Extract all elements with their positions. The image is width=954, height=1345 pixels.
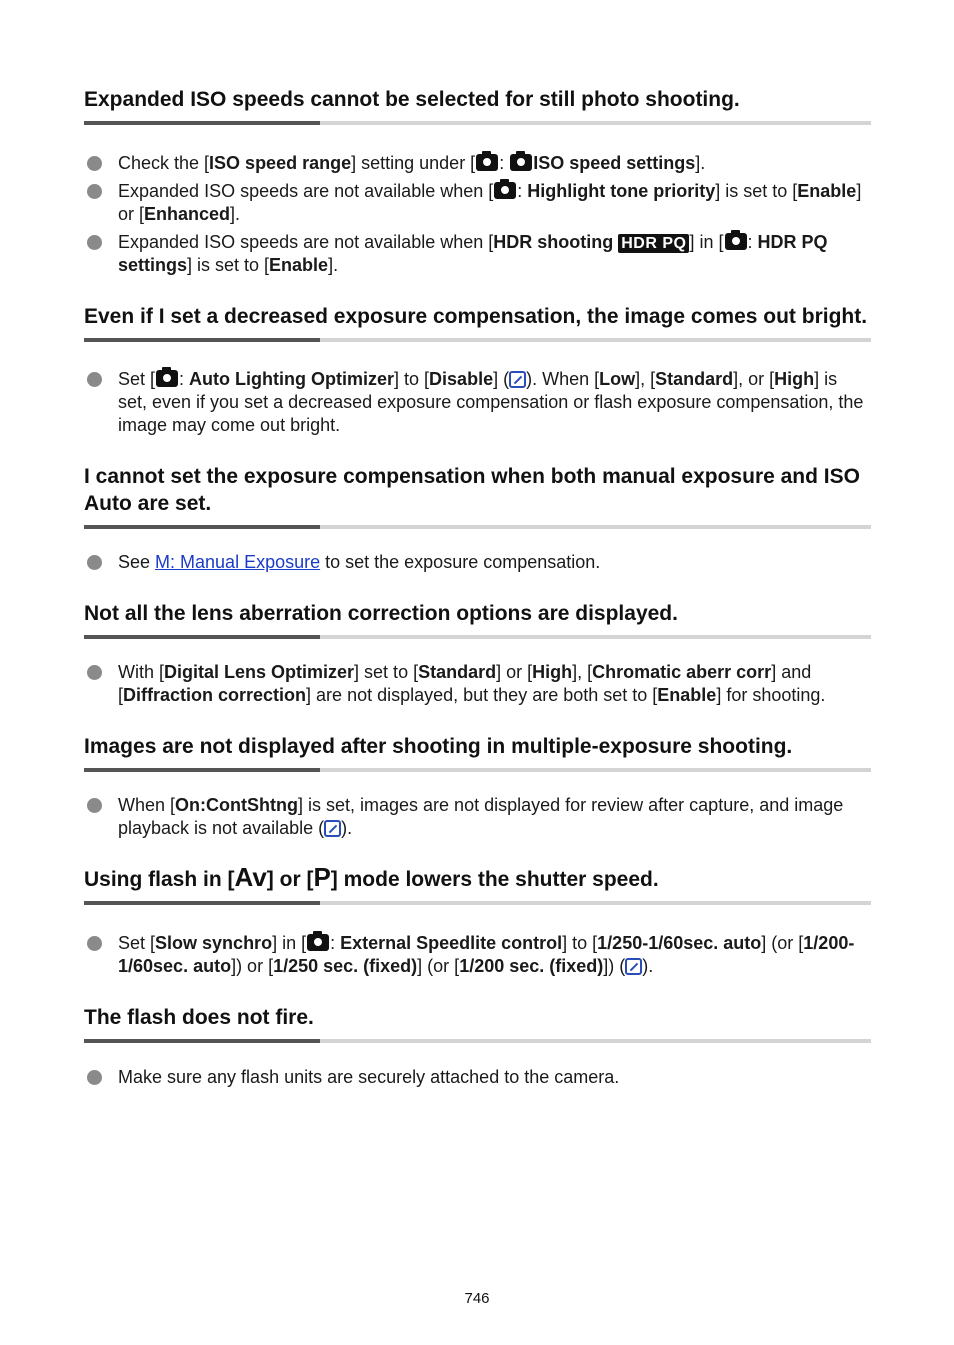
page-reference-icon[interactable] — [324, 820, 341, 837]
heading-rule — [84, 525, 871, 529]
manual-exposure-link[interactable]: M: Manual Exposure — [155, 552, 321, 572]
bullet-list — [84, 368, 871, 437]
camera-icon — [510, 154, 532, 171]
bullet-list — [84, 794, 871, 840]
list-item: Check the [ISO speed range] setting under [ : ISO speed settings]. — [84, 152, 871, 175]
section-heading: I cannot set the exposure compensation when both manual exposure and ISO Auto are set. — [84, 465, 860, 515]
section-multiple-exposure — [84, 733, 871, 840]
av-mode-icon: Av — [234, 862, 267, 892]
section-exposure-bright — [84, 303, 871, 437]
section-heading: Even if I set a decreased exposure compensation, the image comes out bright. — [84, 305, 868, 328]
page-reference-icon[interactable] — [509, 371, 526, 388]
p-mode-icon: P — [313, 862, 331, 892]
list-item: When [On:ContShtng] is set, images are not displayed for review after capture, and image playback is not available ( ). — [84, 794, 871, 840]
list-item: See M: Manual Exposure to set the exposure compensation. — [84, 551, 871, 574]
section-lens-aberration — [84, 600, 871, 707]
section-heading: Images are not displayed after shooting in multiple-exposure shooting. — [84, 735, 793, 758]
page-reference-icon[interactable] — [625, 958, 642, 975]
camera-icon — [494, 182, 516, 199]
section-manual-iso-auto — [84, 463, 871, 574]
section-flash-not-fire — [84, 1004, 871, 1089]
bullet-list — [84, 661, 871, 707]
heading-rule — [84, 121, 871, 125]
section-flash-shutter-speed — [84, 862, 871, 978]
list-item: Set [Slow synchro] in [ : External Speedlite control] to [1/250-1/60sec. auto] (or [1/200-1/60sec. auto]) or [1/250 sec. (fixed)] (or [1/200 sec. (fixed)]) ( ). — [84, 932, 871, 978]
heading-rule — [84, 635, 871, 639]
camera-icon — [725, 233, 747, 250]
heading-rule — [84, 338, 871, 342]
section-heading: The flash does not fire. — [84, 1006, 314, 1029]
page-number: 746 — [464, 1290, 490, 1307]
bullet-list — [84, 551, 871, 574]
section-heading: Not all the lens aberration correction options are displayed. — [84, 602, 678, 625]
troubleshooting-page — [84, 86, 871, 1089]
section-expanded-iso — [84, 86, 871, 277]
list-item: Expanded ISO speeds are not available when [HDR shooting HDR PQ ] in [ : HDR PQ settings] is set to [Enable]. — [84, 231, 871, 277]
list-item: Make sure any flash units are securely attached to the camera. — [84, 1066, 871, 1089]
bullet-list — [84, 932, 871, 978]
heading-rule — [84, 1039, 871, 1043]
list-item: Set [ : Auto Lighting Optimizer] to [Disable] ( ). When [Low], [Standard], or [High] is set, even if you set a decreased exposure compensation or flash exposure compensation, the image may come out bright. — [84, 368, 871, 437]
heading-rule — [84, 901, 871, 905]
hdr-pq-badge: HDR PQ — [618, 234, 689, 253]
camera-icon — [156, 370, 178, 387]
camera-icon — [476, 154, 498, 171]
section-heading: Using flash in [Av] or [P] mode lowers the shutter speed. — [84, 862, 659, 892]
bullet-list — [84, 152, 871, 277]
section-heading: Expanded ISO speeds cannot be selected for still photo shooting. — [84, 88, 740, 111]
list-item: With [Digital Lens Optimizer] set to [Standard] or [High], [Chromatic aberr corr] and [Diffraction correction] are not displayed, but they are both set to [Enable] for shooting. — [84, 661, 871, 707]
camera-icon — [307, 934, 329, 951]
list-item: Expanded ISO speeds are not available when [ : Highlight tone priority] is set to [Enable] or [Enhanced]. — [84, 180, 871, 226]
bullet-list — [84, 1066, 871, 1089]
heading-rule — [84, 768, 871, 772]
